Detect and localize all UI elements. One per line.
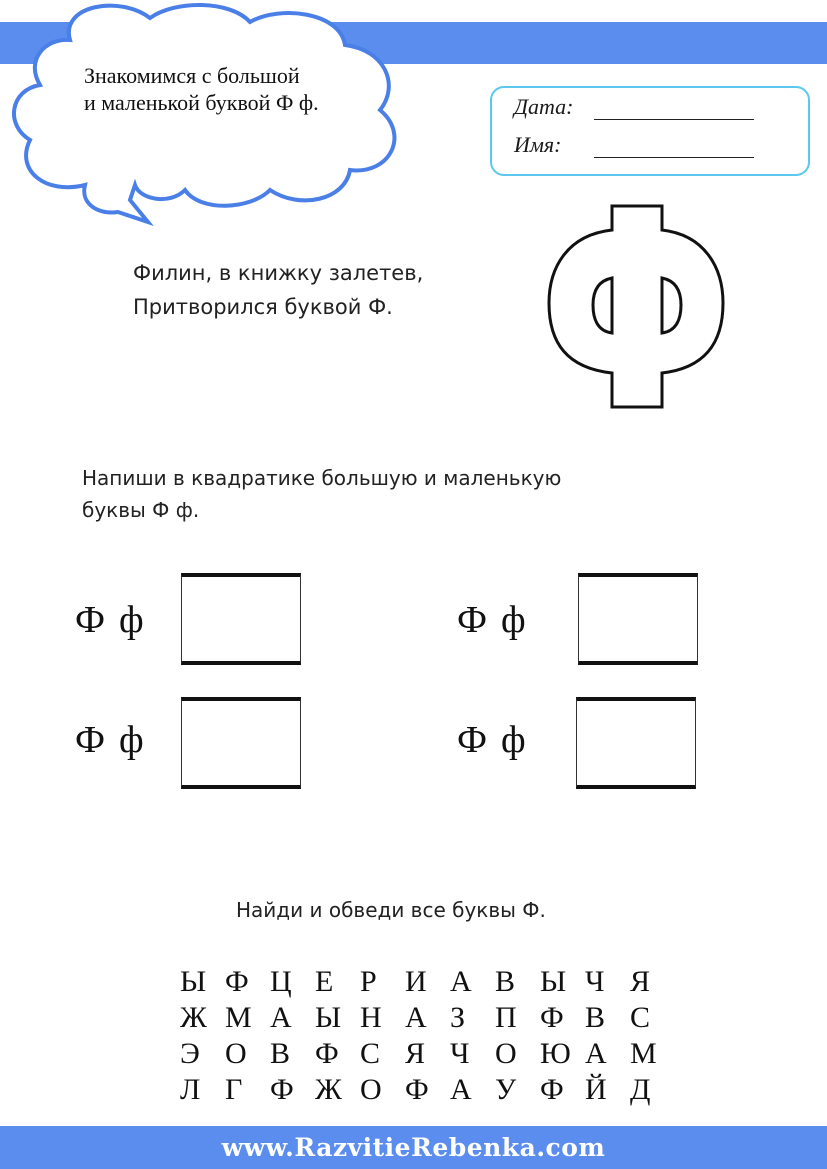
grid-letter[interactable]: А — [450, 1073, 472, 1106]
grid-letter[interactable]: В — [495, 965, 516, 998]
letter-lower: ф — [119, 719, 144, 761]
letter-upper: Ф — [75, 719, 106, 761]
grid-letter[interactable]: Ч — [450, 1037, 470, 1070]
outlined-letter-ef-icon — [545, 203, 725, 413]
writing-instruction — [82, 462, 682, 526]
instruction-line-2: буквы Ф ф. — [82, 498, 200, 522]
grid-letter[interactable]: В — [585, 1001, 606, 1034]
name-row — [514, 132, 754, 158]
grid-row — [180, 1073, 675, 1109]
letter-lower: ф — [501, 599, 526, 641]
grid-letter[interactable]: Е — [315, 965, 334, 998]
speech-cloud — [0, 0, 420, 240]
grid-letter[interactable]: А — [450, 965, 472, 998]
poem — [133, 256, 423, 324]
grid-letter[interactable]: М — [225, 1001, 252, 1034]
name-label: Имя: — [514, 132, 562, 157]
grid-letter[interactable]: Ф — [225, 965, 249, 998]
grid-row — [180, 1001, 675, 1037]
writing-box[interactable] — [578, 573, 698, 665]
grid-letter[interactable]: Ы — [315, 1001, 342, 1034]
grid-letter[interactable]: М — [630, 1037, 657, 1070]
grid-letter[interactable]: Ю — [540, 1037, 571, 1070]
grid-row — [180, 1037, 675, 1073]
date-label: Дата: — [514, 94, 574, 119]
grid-letter[interactable]: А — [270, 1001, 292, 1034]
letter-pair — [457, 598, 526, 642]
intro-text — [84, 62, 319, 116]
grid-letter[interactable]: Ф — [540, 1073, 564, 1106]
grid-letter[interactable]: В — [270, 1037, 291, 1070]
grid-letter[interactable]: С — [630, 1001, 651, 1034]
grid-letter[interactable]: Ы — [540, 965, 567, 998]
grid-letter[interactable]: Ф — [540, 1001, 564, 1034]
grid-letter[interactable]: Н — [360, 1001, 382, 1034]
grid-letter[interactable]: Э — [180, 1037, 200, 1070]
find-task-title: Найди и обведи все буквы Ф. — [236, 898, 546, 922]
grid-letter[interactable]: Ч — [585, 965, 605, 998]
grid-row — [180, 965, 675, 1001]
grid-letter[interactable]: П — [495, 1001, 517, 1034]
footer-url-link[interactable]: www.RazvitieRebenka.com — [221, 1133, 606, 1162]
letter-upper: Ф — [457, 599, 488, 641]
date-name-box — [490, 86, 810, 176]
grid-letter[interactable]: Ф — [405, 1073, 429, 1106]
grid-letter[interactable]: У — [495, 1073, 517, 1106]
letter-lower: ф — [119, 599, 144, 641]
instruction-line-1: Напиши в квадратике большую и маленькую — [82, 466, 562, 490]
writing-box[interactable] — [576, 697, 696, 789]
footer-band — [0, 1126, 827, 1169]
grid-letter[interactable]: Ц — [270, 965, 292, 998]
letter-upper: Ф — [75, 599, 106, 641]
grid-letter[interactable]: Ы — [180, 965, 207, 998]
intro-line-1: Знакомимся с большой — [84, 63, 300, 88]
grid-letter[interactable]: А — [405, 1001, 427, 1034]
grid-letter[interactable]: Л — [180, 1073, 201, 1106]
letter-upper: Ф — [457, 719, 488, 761]
grid-letter[interactable]: О — [495, 1037, 517, 1070]
grid-letter[interactable]: Я — [405, 1037, 426, 1070]
grid-letter[interactable]: Д — [630, 1073, 651, 1106]
letter-pair — [75, 598, 144, 642]
grid-letter[interactable]: Г — [225, 1073, 243, 1106]
grid-letter[interactable]: З — [450, 1001, 466, 1034]
intro-line-2: и маленькой буквой Ф ф. — [84, 90, 319, 115]
writing-box[interactable] — [181, 697, 301, 789]
writing-box[interactable] — [181, 573, 301, 665]
letter-lower: ф — [501, 719, 526, 761]
grid-letter[interactable]: С — [360, 1037, 381, 1070]
letter-pair — [75, 718, 144, 762]
letter-grid — [180, 965, 675, 1109]
grid-letter[interactable]: Р — [360, 965, 377, 998]
grid-letter[interactable]: А — [585, 1037, 607, 1070]
grid-letter[interactable]: Ф — [315, 1037, 339, 1070]
grid-letter[interactable]: О — [360, 1073, 382, 1106]
grid-letter[interactable]: Ф — [270, 1073, 294, 1106]
letter-pair — [457, 718, 526, 762]
date-row — [514, 94, 754, 120]
grid-letter[interactable]: О — [225, 1037, 247, 1070]
name-field[interactable] — [594, 137, 754, 158]
grid-letter[interactable]: Й — [585, 1073, 607, 1106]
poem-line-1: Филин, в книжку залетев, — [133, 261, 424, 285]
grid-letter[interactable]: И — [405, 965, 427, 998]
grid-letter[interactable]: Я — [630, 965, 651, 998]
date-field[interactable] — [594, 99, 754, 120]
grid-letter[interactable]: Ж — [180, 1001, 207, 1034]
grid-letter[interactable]: Ж — [315, 1073, 342, 1106]
poem-line-2: Притворился буквой Ф. — [133, 295, 393, 319]
